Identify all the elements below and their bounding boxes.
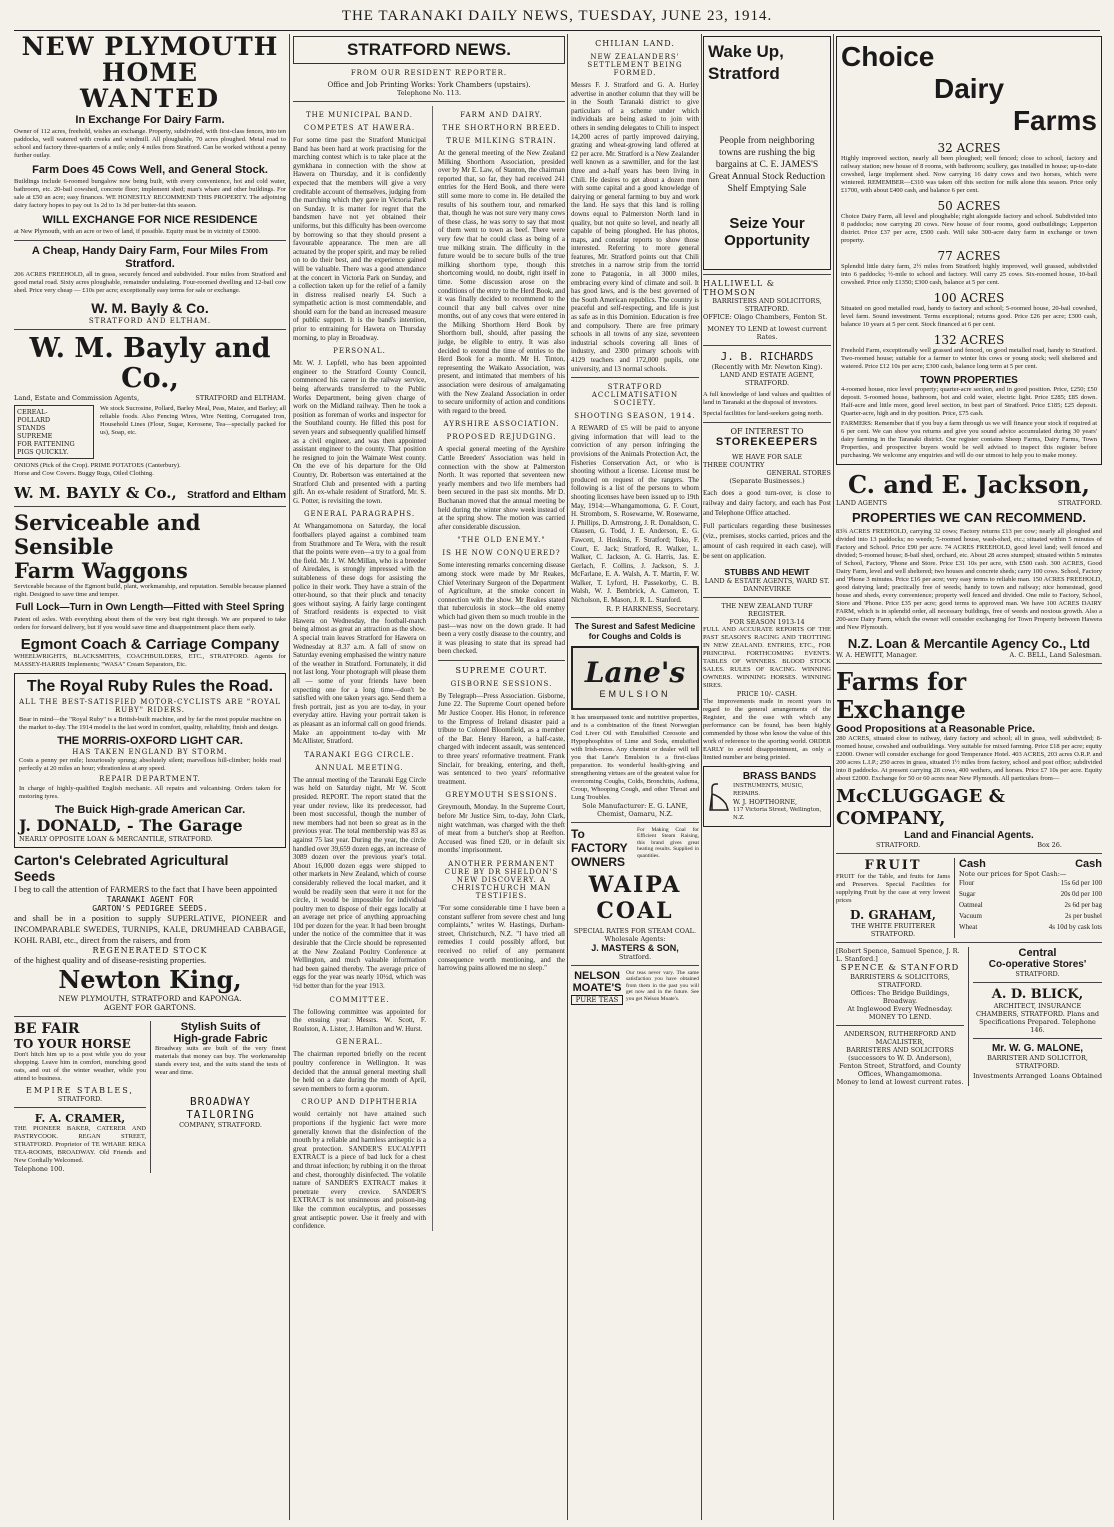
stores-particulars: Full particulars regarding these businesses (viz., premises, stocks carried, prices and the amount of cash required in each case), will be sent on application. [703, 522, 831, 560]
stylish-heading: Stylish Suits of [180, 1021, 261, 1033]
moates-text: MOATE'S [572, 981, 622, 994]
acres-100-body: Situated on good metalled road, handy to factory and school; 5-roomed house, 20-bail cowshed, level farm. Sound investment. Terms exceptional; returns good. Price £26 per acre; £300 cash, balance 10 years at 5 per cent. Stock financed at 6 per cent. [841, 305, 1097, 328]
stubbs-sub: LAND & ESTATE AGENTS, WARD ST. DANNEVIRKE [704, 577, 830, 593]
cereal-line: CEREAL- [17, 408, 48, 416]
dairy-heading: Dairy [933, 73, 1005, 104]
divider [14, 1107, 146, 1108]
chilian-sub: NEW ZEALANDERS' SETTLEMENT BEING FORMED. [587, 53, 683, 77]
separate-businesses: (Separate Businesses.) [729, 477, 805, 485]
farms-exchange-heading: Farms for Exchange [836, 667, 967, 724]
storekeepers-heading: STOREKEEPERS [715, 436, 819, 448]
enemy-body: Some interesting remarks concerning disease among stock were made by Mr Reakes, Chief Veterinary Surgeon of the Department of Agriculture, at the smoke concert in connection with the show. Mr Reakes stated that tuberculosis in stock—the old enemy which had given them so much trouble in the past—was now on the down grade. It had been a very costly disease to the country, and it was pleasing to state that its spread had been checked. [438, 561, 565, 656]
surest-heading: The Surest and Safest Medicine for Coughs and Colds is [574, 621, 696, 641]
stubbs-name: STUBBS AND HEWIT [724, 567, 810, 577]
three-country: THREE COUNTRY [703, 461, 765, 469]
central-heading-2: Co-operative Stores' [988, 959, 1087, 970]
chilian-heading: CHILIAN LAND. [595, 39, 675, 48]
fac-telephone: Telephone 100. [14, 1165, 65, 1173]
egg-heading: TARANAKI EGG CIRCLE. [304, 750, 415, 759]
price-row [959, 889, 1102, 900]
cereal-line: STANDS [17, 424, 46, 432]
turf-heading-2: REGISTER. [748, 610, 786, 618]
nelson-moate-logo [571, 970, 623, 1005]
wmb-land-agents: Land, Estate and Commission Agents, [14, 394, 140, 402]
greymouth-body: Greymouth, Monday. In the Supreme Court, before Mr Justice Sim, to-day, John Clark, night watchman, was charged with the theft of meat from a butcher's shop at Reefton. Accused was fined £20, or in default six months' imprisonment. [438, 803, 565, 855]
acclimatisation-signature: R. P. HARKNESS, Secretary. [606, 604, 699, 613]
news-subcolumn-right [432, 106, 565, 1231]
nzloan-name: N.Z. Loan & Mercantile Agency Co., Ltd [847, 636, 1091, 651]
farm-sub: THE SHORTHORN BREED. [442, 124, 561, 132]
malone-loans: Loans Obtained [1050, 1072, 1102, 1080]
divider [973, 982, 1102, 983]
turf-price: PRICE 10/- CASH. [736, 690, 798, 698]
enemy-sub: IS HE NOW CONQUERED? [442, 549, 561, 558]
divider [836, 942, 1102, 943]
full-lock-body: Patent oil axles. With everything about them of the very best right through. We are prepared to take orders for forward delivery, but if you would save time and disappointment place them early. [14, 616, 286, 631]
jackson-town: STRATFORD. [1057, 499, 1102, 507]
column-4 [703, 34, 831, 1520]
wake-up-ad [703, 36, 831, 270]
ayrshire-sub: PROPOSED REJUDGING. [446, 433, 557, 442]
jackson-name: C. and E. Jackson, [847, 470, 1090, 499]
wmb2-town: Stratford and Eltham [187, 490, 286, 501]
supreme-heading: SUPREME COURT. [455, 665, 548, 675]
broadway-tailoring: TAILORING [186, 1108, 255, 1121]
stylish-heading-2: High-grade Fabric [173, 1033, 268, 1045]
price-value: 20s 0d per 100 [1060, 890, 1102, 898]
blick-name: A. D. BLICK, [991, 987, 1084, 1002]
cereal-line: SUPREME [17, 432, 53, 440]
acres-100: 100 ACRES [933, 291, 1005, 305]
personal-body: Mr. W. J. Lepfell, who has been appointed engineer to the Stratford County Council, commenced his career in the railway service, being afterwards transferred to the Public Works Department, being given charge of work on the Midland railway. Then he took a position as foreman of works and inspector for the Southland county. He filled this post for seven years and subsequently qualified himself as a civil engineer, and was then appointed assistant engineer to the county. That position he resigned to join the Waimate West county. On the eve of his departure for the Old Country, Dr. Robertson was entertained at the Stratford Club and presented with a parting gift. An ex-whale resident of Stratford, Mr. S. G. Potter, is revisiting the town. [293, 359, 426, 505]
spence-ad [836, 947, 968, 1086]
empire-stables-ad [14, 1021, 146, 1173]
exchange-body: 280 ACRES, situated close to railway, dairy factory and school; all in grass, well subdivided; 8-roomed house, cowshed and outbuildings. Very suitable for mixed farming. Price £18 per acre; equity £2000. Owner will consider exchange for good Temperance Hotel. 403 ACRES, 203 acres O.R.P. and 200 acres L.I.P.; 250 acres in grass, situated 1½ miles from factory, school and post office; subdivided into 8 paddocks. At present carrying 28 cows, 400 wethers, and horses. Price £7 10s per acre. Equity about £2000. Exchange for 50 or 60 acres near New Plymouth. All particulars from— [836, 735, 1102, 782]
halliwell-sub: BARRISTERS AND SOLICITORS, STRATFORD. [712, 297, 822, 313]
broadway-company: COMPANY, STRATFORD. [179, 1121, 262, 1129]
choice-dairy-farms-ad [836, 36, 1102, 465]
column-divider [833, 34, 834, 1520]
will-exchange-body: at New Plymouth, with an acre or two of land, if possible. Equity must be in vicinity of £3000. [14, 228, 261, 235]
cereal-box [14, 405, 94, 459]
full-lock: Full Lock—Turn in Own Length—Fitted with Steel Spring [15, 602, 285, 613]
price-item: Flour [959, 879, 975, 887]
acres-132: 132 ACRES [933, 333, 1005, 347]
column-3 [571, 34, 699, 1520]
permanent-cure-body: "For some considerable time I have been a constant sufferer from severe chest and lung complaints," writes W. Hastings, Durham-street, Christchurch, N.Z. "I have tried all remedies I could possibly afford, but received no relief of any permanent consequence worth mentioning, and the harrowing pains allowed me no sleep." [438, 903, 565, 973]
anderson-name: ANDERSON, RUTHERFORD AND MACALISTER, [843, 1030, 957, 1046]
turf-body-2: The improvements made in recent years in regard to the general arrangements of the Register, and the ease with which any performance can be found, has been highly commended by those who know the value of this work of reference to the sporting world. ORDER EARLY to avoid disappointment, as only a limited number are being printed. [703, 698, 831, 761]
farm-sub-2: TRUE MILKING STRAIN. [446, 137, 557, 145]
greymouth-heading: GREYMOUTH SESSIONS. [445, 791, 558, 800]
cows-body: Buildings include 6-roomed bungalow now being built, with every convenience, hot and cold water, bathroom, etc. 20-bail cowshed, concrete floor; implement shed; man's whare and other buildings. For sale at £50 an acre; easy finances. WE HONESTLY RECOMMEND THIS PROPERTY. The adjoining dairy factory hopes to pay out 1s 2d to 1s 3d per butter-fat this season. [14, 178, 286, 209]
cash-prices-ad [954, 858, 1102, 938]
waggons-heading: Serviceable and Sensible [14, 510, 201, 559]
general-heading: GENERAL PARAGRAPHS. [303, 510, 416, 519]
ruby-sub: ALL THE BEST-SATISFIED MOTOR-CYCLISTS ARE "ROYAL RUBY" RIDERS. [19, 698, 281, 714]
waipa-sub: SPECIAL RATES FOR STEAM COAL. [573, 926, 697, 935]
royal-ruby-ad [14, 673, 286, 848]
price-item: Oatmeal [959, 901, 983, 909]
divider [14, 240, 286, 241]
pure-teas-text: PURE TEAS [571, 995, 623, 1005]
anderson-money: Money to lend at lowest current rates. [836, 1078, 964, 1086]
carton-body: I beg to call the attention of FARMERS to the fact that I have been appointed [14, 884, 278, 894]
malone-name: Mr. W. G. MALONE, [991, 1043, 1084, 1054]
mccluggage-box: Box 26. [1037, 841, 1062, 849]
spence-heading: SPENCE & STANFORD [840, 963, 960, 973]
brass-heading: BRASS BANDS [742, 771, 817, 782]
stock-body: We stock Sucrosine, Pollard, Barley Meal, Peas, Maize, and Barley; all reliable foods. Also Fencing Wires, Wire Netting, Corrugated Iron, Household Lines (Flour, Sugar, Kerosene, Tea—specially packed for us), Soap, etc. [100, 405, 286, 436]
mccluggage-name: McCLUGGAGE & COMPANY, [836, 786, 1005, 829]
divider [438, 660, 565, 661]
ruby-body: Bear in mind—the "Royal Ruby" is a British-built machine, and by far the most popular machine on the market to-day. The 1914 model is the last word in comfort, quality, reliability, finish and design. [19, 716, 281, 731]
richards-body-2: Special facilities for land-seekers going north. [703, 410, 823, 417]
wake-heading: Wake Up, [708, 42, 784, 61]
carton-heading: Carton's Celebrated Agricultural [14, 852, 229, 868]
resident-reporter: FROM OUR RESIDENT REPORTER. [350, 69, 508, 77]
news-subcolumn-left [293, 106, 426, 1231]
np-subtitle: In Exchange For Dairy Farm. [75, 114, 225, 126]
anderson-sub: BARRISTERS AND SOLICITORS (successors to W. D. Anderson), [846, 1046, 954, 1062]
divider [703, 274, 831, 275]
spence-office: Offices: The Bridge Buildings, Broadway. [850, 989, 950, 1005]
good-propositions: Good Propositions at a Reasonable Price. [836, 724, 1035, 735]
price-row [959, 878, 1102, 889]
wake-heading-2: Stratford [708, 64, 780, 83]
cereal-line: FOR FATTENING [17, 440, 75, 448]
price-list [959, 878, 1102, 933]
fruit-heading: FRUIT [864, 858, 922, 873]
turf-season: FOR SEASON 1913-14 [729, 618, 805, 626]
richards-sub: (Recently with Mr. Newton King). LAND AND ESTATE AGENT, STRATFORD. [711, 363, 823, 387]
fruit-ad [836, 858, 954, 938]
malone-sub: BARRISTER AND SOLICITOR, STRATFORD. [987, 1054, 1088, 1070]
halliwell-office: OFFICE: Olago Chambers, Fenton St. [703, 313, 828, 321]
divider [571, 822, 699, 823]
band-heading: THE MUNICIPAL BAND. [305, 111, 414, 119]
emulsion-logo-text: EMULSION [599, 689, 671, 700]
interest-line: OF INTEREST TO [730, 427, 804, 436]
column-divider [289, 34, 290, 1520]
price-item: Vacuum [959, 912, 982, 920]
divider [571, 377, 699, 378]
acres-77: 77 ACRES [937, 249, 1001, 263]
divider [836, 853, 1102, 854]
wmb-name: W. M. Bayly & Co. [91, 300, 209, 316]
newton-towns: NEW PLYMOUTH, STRATFORD and KAPONGA. [58, 994, 242, 1003]
ruby-heading: The Royal Ruby Rules the Road. [26, 678, 274, 695]
general-stores: GENERAL STORES [766, 469, 831, 477]
croup-heading: CROUP AND DIPHTHERIA [301, 1098, 418, 1107]
waipa-masters: J. MASTERS & SON, [591, 942, 679, 953]
waipa-agent: Wholesale Agents: [604, 934, 666, 943]
waggons-body: Serviceable because of the Egmont build, plant, workmanship, and reputation. Sensible because planned right. Designed to save time and temper. [14, 583, 286, 598]
wmb-big-name: W. M. Bayly and Co., [29, 333, 271, 394]
central-heading: Central [1018, 947, 1057, 959]
egmont-name: Egmont Coach & Carriage Company [20, 636, 280, 653]
waipa-town: Stratford. [618, 952, 652, 961]
spence-names: [Robert Spence, Samuel Spence, J. R. L. Stanford.] [836, 947, 960, 963]
nelson-body: Our teas never vary. The same satisfaction you have obtained from them in the past you will get now and in the future. See you get Nelson Moate's. [626, 969, 699, 1002]
lanes-body: It has unsurpassed tonic and nutritive properties, and is a combination of the finest Norwegian Cod Liver Oil with Emulsified Creosote and Hypophosphites of Lime and Soda, emulsified with Irish-moss. Any chemist or dealer will tell you that Lane's Emulsion is a first-class preparation. Its wonderful health-giving and strengthening virtues are of the greatest value for overcoming Coughs, Colds, Bronchitis, Asthma, Croup, Whooping Cough, and other Throat and Lung Troubles. [571, 713, 699, 801]
acres-77-body: Splendid little dairy farm, 2½ miles from Stratford; highly improved, well grassed, subdivided into 6 paddocks; ½-mile to school and factory. Will carry 25 cows. Six-roomed house, 10-bail cowshed. Price only £1350; £300 cash, balance at 5 per cent. [841, 263, 1097, 286]
croup-body: would certainly not have attained such proportions if the hygienic fact were more generally known that the disinfection of the mouth by a reliable and harmless antiseptic is a great protection. SANDER'S EUCALYPTI EXTRACT is a piece of bad luck for a chest and throat infection; by rubbing it on the throat and chest, thoroughly disinfected. The volatile nature of SANDER'S EXTRACT makes it penetrate every crevice. SANDER'S EXTRACT is not unsinneous and poison-ing like the common eucalyptus, and possesses great antiseptic power. Use it freely and with confidence. [293, 1110, 426, 1231]
regen-stock: REGENERATED STOCK [92, 946, 208, 955]
committee-body: The following committee was appointed for the ensuing year: Messrs. W. Scott, F. Roulston, A. Lister, J. Hamilton and W. Hurst. [293, 1007, 426, 1033]
wmb-towns: STRATFORD and ELTHAM. [195, 394, 286, 402]
permanent-cure-heading: ANOTHER PERMANENT CURE BY DR SHELDON'S NEW DISCOVERY. A CHRISTCHURCH MAN TESTIFIES. [444, 859, 559, 900]
price-value: 15s 6d per 100 [1060, 879, 1102, 887]
masthead-rule [14, 30, 1100, 31]
farms-heading: Farms [1012, 105, 1097, 136]
egmont-body: WHEELWRIGHTS, BLACKSMITHS, COACHBUILDERS, ETC., STRATFORD. Agents for MASSEY-HARRIS Implements; "WASA" Cream Separators, Etc. [14, 653, 286, 668]
wmb2-name: W. M. BAYLY & Co., [14, 484, 177, 502]
onions: ONIONS (Pick of the Crop). PRIME POTATOES (Canterbury). [14, 462, 181, 469]
acres-50-body: Choice Dairy Farm, all level and ploughable; right alongside factory and school. Subdivided into 8 paddocks; now carrying 20 cows. New house of four rooms, good outbuildings; Lepperton district. Price £37 per acre, £500 cash. Will take 300-acre dairy farm in exchange or town property. [841, 213, 1097, 244]
band-body: For some time past the Stratford Municipal Band has been hard at work practising for the marching contest which is to take place at the gymkhana in connection with the show at Hawera on Thursday, and it is confidently expected that the members will give a very creditable account of themselves, judging from the marching which they gave in Victoria Park on Sunday. It is matter for regret that the bandsmen have not yet obtained their uniforms, but this difficulty has been overcome by borrowing so that they should present a favourable appearance. The men are all actuated by the proper spirit, and may be relied on to do their best, and the experience gained will be valuable. There was a good attendance at the concert in Victoria Park on Sunday, and a collection taken up for the relief of a family in distress realised nearly £4. Such a sympathetic action is most commendable, and should earn for the band an increased measure of public support. It is the band's intention, prior to entraining for Hawera on Thursday morning, to play in Broadway. [293, 136, 426, 342]
column-divider [567, 34, 568, 1520]
column-2-news [293, 34, 565, 1520]
regen-quality: of the highest quality and of disease-resisting properties. [14, 955, 207, 965]
divider [14, 506, 286, 507]
cereal-line: POLLARD [17, 416, 51, 424]
cereal-line: PIGS QUICKLY. [17, 448, 69, 456]
agent-line-2: GARTON'S PEDIGREE SEEDS. [92, 904, 208, 913]
farmers-body: FARMERS: Remember that if you buy a farm through us we will finance your stock if required at 6 per cent. We can show you returns and give you sound advice accumulated during 30 years' dairy farming in the Taranaki district. Our register contains Sheep Farms, Dairy Farms, Town Properties, and prospective buyers would be well advised to inspect this register before purchasing. We welcome any enquiries and will do our utmost to help you to make money. [841, 420, 1097, 459]
cheap-farm-heading: A Cheap, Handy Dairy Farm, Four Miles From Stratford. [31, 245, 269, 270]
column-divider [701, 34, 702, 1520]
fruit-body: FRUIT for the Table, and fruits for Jams and Preserves. Special Facilities for supplying Fruit by the case at very lowest prices [836, 873, 950, 904]
halliwell-money: MONEY TO LEND at lowest current Rates. [707, 325, 827, 341]
column-5-land-ads [836, 34, 1102, 1520]
committee-heading: COMMITTEE. [329, 995, 390, 1004]
malone-investments: Investments Arranged [973, 1072, 1047, 1080]
np-title: NEW PLYMOUTH HOME [21, 34, 279, 87]
newton-agent: AGENT FOR GARTONS. [103, 1003, 197, 1012]
chilian-body: Messrs F. J. Stratford and G. A. Hurley advertise in another column that they will be in the South Taranaki district to give particulars of a scheme under which individuals are being asked to join with others in sending delegates to Chili to inspect 14,200 acres of partly improved dairying, grazing and wheat-growing land offered at £2 per acre. Mr. Stratford is a New Zealander well known as a sawmiller, and for the last three and a-half years has been living in Chili. He desires to get about a dozen men with some capital and a good knowledge of dairying or general farming to buy and work the land. He says that this land is rolling downs equal to Palmerston North land in quality, but not quite so level, and nearly all capable of being ploughed. He has photos, maps, and consular reports to show those interested. Referring to more general features, Mr. Stratford points out that Chili stretches in a narrow strip from the torrid zone to Patagonia, in all 3000 miles, embracing every kind of climate and soil. It has good laws, and is the best governed of the South American republics. The country is peaceful and self-respecting, and life is just as safe as in this Dominion. Education is free and compulsory. There are free primary schools in all towns of any size, seventeen industrial schools covering all lines of industry, and 2300 primary schools with 4129 teachers and 172,000 pupils, one university, and 13 normal schools. [571, 81, 699, 373]
price-value: 4s 10d by cask lots [1048, 923, 1102, 931]
ayrshire-heading: AYRSHIRE ASSOCIATION. [443, 420, 560, 429]
brass-name: W. J. HOPTHORNE, [733, 798, 798, 806]
agent-line: TARANAKI AGENT FOR [106, 895, 194, 904]
egg-sub: ANNUAL MEETING. [315, 763, 404, 772]
price-item: Sugar [959, 890, 976, 898]
graham-name: D. GRAHAM, [850, 908, 936, 922]
carton-heading-2: Seeds [14, 868, 56, 884]
horse-covers: Horse and Cow Covers. Buggy Rugs, Oiled Clothing. [14, 470, 154, 477]
egg-body: The annual meeting of the Taranaki Egg Circle was held on Saturday night, Mr W. Scott presided. REPORT. The report stated that the year under review, like its predecessor, had been most successful, though the number of new members had not been so great as in the previous year. The total membership was 83 as against 75 last year. During the year, the circle handled over 39,659 dozen eggs, an increase of 3089 dozen over the previous year's total. About 16,000 dozen eggs were shipped to other markets in New Zealand, which of course considerably relieved the local market, and it would be readily seen that were it not for the circle, it would be impossible for individual poultry men to dispose of their eggs locally at an average net price of anything approaching 10d per dozen for the year. It had been brought under the notice of the committee that it was desirable that the Circle should be represented at the New Zealand Poultry Conference at Wellington, and much valuable information had been gained thereby. The average price of eggs for the year was nearly 10½d, which was ½d better than for the year 1913. [293, 775, 426, 991]
acres-132-body: Freehold Farm, exceptionally well grassed and fenced, on good metalled road, handy to Stratford. Two-roomed house; suitable for a farmer to winter his cows or young stock; well sheltered and watered. Price £12 10s per acre; £300 cash, balance long term at 5 per cent. [841, 347, 1097, 370]
morris-heading: THE MORRIS-OXFORD LIGHT CAR. [57, 735, 243, 747]
blick-body: ARCHITECT, INSURANCE CHAMBERS, STRATFORD. Plans and Specifications Prepared. Telephone 146. [975, 1002, 1100, 1034]
broadway-name: BROADWAY [190, 1095, 251, 1108]
divider [571, 617, 699, 618]
supreme-sub: GISBORNE SESSIONS. [450, 679, 553, 688]
masthead: THE TARANAKI DAILY NEWS, TUESDAY, JUNE 23, 1914. [341, 8, 773, 24]
anderson-office: Fenton Street, Stratford, and County Offices, Whangamomona. [839, 1062, 961, 1078]
personal-heading: PERSONAL. [333, 347, 386, 356]
cheap-farm-body: 206 ACRES FREEHOLD, all in grass, securely fenced and subdivided. Four miles from Stratford and good metal road. Sixty acres ploughable, remainder undulating. Four-roomed dwelling and 12-bail cow shed. Price very cheap — £10s per acre; exceptionally easy terms for sale or exchange. [14, 271, 286, 294]
price-row [959, 900, 1102, 911]
fac-name: F. A. CRAMER, [34, 1112, 126, 1125]
choice-heading: Choice [841, 41, 935, 72]
we-have: WE HAVE FOR SALE [731, 453, 803, 461]
acclimatisation-body: A REWARD of £5 will be paid to anyone giving information that will lead to the conviction of any person infringing the provisions of the Animals Protection Act, the Fisheries Conservation Act, or who is shooting without a license. License must be produced on request of the rangers. The following is a list of the persons to whom shooting licenses have been issued up to 19th May, 1914:—Whangamomona, G. F. Court, H. Strombom, S. Rosewarne, W. Rosewarne, J. Phillips, D. Armstrong, J. R. Donaldson, C. Olausen, G. Todd, J. E. Anderson, E. G. Fawcett, J. Hoskins, F. Stratford; Toko, F. Court, E. Jack; Stratford, R. Walker, L. Walker, C. Jackson, A. G. Harris, Jas. E. Gerlach, F. Collins, J. Jackson, S. J. McFarlane, E. A. Walsh, A. T. Martin, F. W. Walker, T. Lyford, H. Passekorby, C. B. Walsh, W. J. Bembrick, A. Cameron, T. Nicholson, E. Mason, J. R. L. Stanford. [571, 424, 699, 605]
acres-32-body: Highly improved section, nearly all been ploughed; well fenced; close to school, factory and railway station; new house of 8 rooms, with bathroom; scullery, gas installed in house; up-to-date cowshed, large implement shed. Now carrying 16 dairy cows and two horses, which were wintered. REMEMBER—£310 was taken off this section for milk alone this season. Price only £1700, with about £400 cash, and balance 6 per cent. [841, 155, 1097, 194]
acclimatisation-sub: SHOOTING SEASON, 1914. [574, 412, 696, 421]
price-item: Wheat [959, 923, 978, 931]
stylish-body: Broadway suits are built of the very finest materials that money can buy. The workmanship stands every test, and the suits stand the tests of wear and time. [155, 1045, 286, 1076]
lanes-agents: Sole Manufacturer: E. G. LANE, Chemist, Oamaru, N.Z. [582, 801, 688, 818]
turf-body: FULL AND ACCURATE REPORTS OF THE PAST SEASON'S RACING AND TROTTING IN NEW ZEALAND. ENTRIES, ETC., FOR PRINCIPAL FORTHCOMING EVENTS. TABLES OF WINNERS. BLOOD STOCK SALES. RULES OF RACING. WINNING OWNERS. WINNING HORSES. WINNING SIRES. [703, 626, 831, 689]
richards-body: A full knowledge of land values and qualities of land in Taranaki at the disposal of investors. [703, 391, 831, 406]
nelson-text: NELSON [574, 969, 620, 982]
waipa-coal: WAIPA COAL [588, 871, 682, 924]
factory-heading-2: OWNERS [571, 854, 625, 869]
brass-bands-ad [703, 766, 831, 827]
will-exchange-heading: WILL EXCHANGE FOR NICE RESIDENCE [42, 214, 258, 226]
brass-body: INSTRUMENTS, MUSIC, REPAIRS. [733, 783, 804, 797]
cows-heading: Farm Does 45 Cows Well, and General Stock. [32, 164, 268, 176]
farm-heading: FARM AND DAIRY. [460, 111, 543, 119]
brass-address: 117 Victoria Street, Wellington, N.Z. [733, 807, 822, 821]
seize-heading-2: Opportunity [724, 232, 810, 249]
stores-body: Each does a good turn-over, is close to railway and dairy factory, and each has Post and Telephone Office attached. [703, 489, 831, 517]
buick-heading: The Buick High-grade American Car. [54, 804, 246, 816]
befair-heading-2: TO YOUR HORSE [14, 1037, 131, 1051]
farm-body: At the general meeting of the New Zealand Milking Shorthorn Association, presided over by Mr E. Law, of Stanton, the chairman reported that, so far, they had received 241 entries for the Herd Book, and there were still some more to come in. He detailed the results of his southern tour, and remarked that, though he was not sure very many cows of these class, he was sorry to say that most of them went to town as beef. There were very few that he could class as being of a true milking strain. The difficulty in the future would be to secure bulls of the true milking shorthorn type, though this shortcoming would, no doubt, right itself in time. Some discussion arose on the conditions of the entry to the Herd Book, and it was finally decided to recommend to the council that any bull calves over nine months, out of any cows that were entered in the Milking Shorthorn Herd Book by Shorthorn bull, should, after passing the judge, be eligible to entry. It was also decided to extend the time of entries to the Herd Book for a month. Mr H. Tinton, representing the Waikato Association, was present, and intimated that members of his association were desirous of amalgamating with the New Zealand Association in order to secure uniformity of action and conditions with regard to the breed. [438, 149, 565, 415]
band-sub: COMPETES AT HAWERA. [303, 124, 416, 132]
general2-body: The chairman reported briefly on the recent poultry conference in Wellington. It was decided that the annual general meeting shall be held on a date during the month of April, seven members to form a quorum. [293, 1050, 426, 1093]
divider [293, 101, 565, 102]
divider [836, 1025, 964, 1026]
cash-note: Note our prices for Spot Cash:— [959, 870, 1067, 878]
richards-name: J. B. RICHARDS [720, 350, 814, 363]
divider [703, 345, 831, 346]
right-small-ads [968, 947, 1102, 1086]
graham-sub: THE WHITE FRUITERER STRATFORD. [851, 922, 935, 938]
cash-left: Cash [959, 858, 986, 870]
column-1-ads [14, 34, 286, 1520]
lanes-logo-text: Lane's [584, 656, 686, 690]
wmb-location: STRATFORD AND ELTHAM. [88, 317, 212, 325]
divider [14, 329, 286, 330]
price-value: 2s 6d per bag [1064, 901, 1102, 909]
central-town: STRATFORD. [1015, 970, 1060, 978]
newton-king: Newton King, [58, 965, 242, 994]
price-row [959, 922, 1102, 933]
acres-50: 50 ACRES [937, 199, 1001, 213]
properties-recommend: PROPERTIES WE CAN RECOMMEND. [851, 510, 1086, 525]
factory-heading: To FACTORY [571, 826, 628, 855]
stratford-news-title: STRATFORD NEWS. [293, 36, 565, 64]
properties-body: 83¾ ACRES FREEHOLD, carrying 32 cows; Factory returns £13 per cow; nearly all ploughed and divided into 13 paddocks; no weeds; 5-roomed house, wash-shed, etc.; situated within 5 minutes of Factory and School. Price £90 per acre. 74 ACRES FREEHOLD, good level land; well fenced and divided; 5-roomed house; 8-bail shed, orchard, etc. About 28 acres stumped; situated within 5 minutes of School, Factory, 'Phone and Store. Price £31 10s per acre, with £500 cash. 300 ACRES, Good Dairy Farm, level and well sheltered; two houses and concrete sheds; carry 100 cows. School, Factory and 'Phone 3 minutes. Price £16 per acre; very easy terms to reliable man. 150 ACRES FREEHOLD, good dairying land; practically free of weeds; handy to town and railway; nice homestead, good house and sheds, every convenience; property well fenced and divided. One mile to Factory, School, Store and 'Phone. Price £35 per acre; good terms to approved man. We have 100 ACRES DAIRY FARM, which is in splendid order, all necessary buildings, free of weeds and noxious growth. Also a 200-acre Dairy Farm, which the owner will consider exchanging for Town Property between Hawera and New Plymouth. [836, 528, 1102, 631]
empire-town: STRATFORD. [57, 1095, 103, 1103]
general-body: At Whangamomona on Saturday, the local footballers played against a combined team from Strathmore and Te Wera, with the result that the points were even—a try to a goal from the field. Mr. J. W. McMillan, who is a breeder of Airedales, is strongly impressed with the suitableness of these dogs for assisting the police in their work. They have a strain of the otter-hound, so that their pluck and tenacity goes without saying. A fairly large contingent of Stratford residents is expected to visit Hawera on Wednesday, the football-match being almost as great an attraction as the show. A special train leaves Stratford for Hawera on Wednesday at 8.37 a.m. A fall of snow on Saturday evening emphasised the wintry nature of the weather in Stratford. Fortunately, it did not last long. Your photograph will please them all — some of your friends have been expecting one for a long time—don't be satisfied with one taken years ago. Send them a fresh portrait, just as you are to-day, in your everyday attire. Having your portrait taken is as pleasant as an informal call on good friends. Make an appointment to-day with Mr McAllister, Stratford. [293, 522, 426, 746]
mccluggage-town: STRATFORD. [876, 841, 921, 849]
lanes-emulsion-logo [571, 646, 699, 710]
divider [836, 663, 1102, 664]
price-value: 2s per bushel [1065, 912, 1102, 920]
telephone-line: Telephone No. 113. [396, 89, 462, 97]
spence-sub: BARRISTERS & SOLICITORS, STRATFORD. [850, 973, 950, 989]
divider [14, 1016, 286, 1017]
town-properties-body: 4-roomed house, nice level property; quarter-acre section, and in good position. Price, £250; £50 deposit. 5-roomed house, bathroom, hot and cold water, electric light. Price £285; £85 down. Half-acre and little more, good level section, in best part of Stratford. Price £185; £25 deposit. Quarter-acre, high and in dry position. Price, £75 cash. [841, 386, 1097, 417]
spence-body: At Inglewood Every Wednesday. MONEY TO LEND. [847, 1005, 953, 1021]
halliwell-name: HALLIWELL & THOMSON [703, 279, 775, 297]
divider [703, 422, 831, 423]
carton-supply: and shall be in a position to supply SUPERLATIVE, PIONEER and INCOMPARABLE SWEDES, TURNIPS, KALE, DRUMHEAD CABBAGE, KOHL RABI, etc., direct from the raisers, and from [14, 913, 286, 945]
general2-heading: GENERAL. [335, 1038, 384, 1047]
town-properties-heading: TOWN PROPERTIES [920, 375, 1018, 386]
fac-body: THE PIONEER BAKER, CATERER AND PASTRYCOOK. REGAN STREET, STRATFORD. Proprietor of TE WHARE REKA TEA-ROOMS, BROADWAY. Old Friends and New Cordially Welcomed. [14, 1125, 146, 1164]
waggons-heading-2: Farm Waggons [14, 558, 188, 583]
jackson-land-agents: LAND AGENTS [836, 499, 888, 507]
seize-heading: Seize Your [729, 215, 805, 232]
befair-body: Don't hitch him up to a post while you do your shopping. Leave him in comfort, munching good oats, and out of the winter weather, while you attend to business. [14, 1051, 146, 1082]
divider [973, 1038, 1102, 1039]
office-line: Office and Job Printing Works: York Chambers (upstairs). [327, 81, 531, 89]
befair-heading: BE FAIR [14, 1021, 80, 1037]
price-row [959, 911, 1102, 922]
enemy-heading: "THE OLD ENEMY." [457, 536, 546, 545]
ayrshire-body: A special general meeting of the Ayrshire Cattle Breeders' Association was held in connection with the show at Palmerston North. It was reported that seventeen new yearly members and two life members had been secured in the past six months. Mr D. Buchanan moved that the annual meeting be held during the winter show week instead of at the spring show. The motion was carried after considerable discussion. [438, 445, 565, 531]
trumpet-icon [708, 782, 730, 812]
np-body: Owner of 112 acres, freehold, wishes an exchange. Property, subdivided, with first-class fences, into ten paddocks, well watered with creeks and windmill. All ploughable, 70 acres ploughed. Metal road to school and factory three-quarters of a mile; only 4 miles from Stratford. Can be worked without a penny further outlay. [14, 128, 286, 159]
morris-sub: HAS TAKEN ENGLAND BY STORM. [72, 748, 228, 756]
cash-right: Cash [1075, 858, 1102, 870]
divider [703, 597, 831, 598]
divider [571, 965, 699, 966]
repair-body: In charge of highly-qualified English mechanic. All repairs and vulcanising. Orders taken for motoring tyres. [19, 785, 281, 800]
nzloan-salesman: A. C. BELL, Land Salesman. [1009, 651, 1102, 659]
np-title-2: WANTED [79, 84, 221, 113]
nzloan-manager: W. A. HEWITT, Manager. [836, 651, 918, 659]
empire-name: EMPIRE STABLES, [26, 1086, 134, 1095]
wake-body: People from neighboring towns are rushing the big bargains at C. E. JAMES'S Great Annual Stock Reduction Shelf Emptying Sale [708, 136, 826, 194]
mccluggage-sub: Land and Financial Agents. [904, 830, 1034, 841]
acres-32: 32 ACRES [937, 141, 1001, 155]
factory-body: For Making Coal for Efficient Steam Raising, this brand gives great heating results. Supplied in quantities. [637, 826, 699, 859]
repair-heading: REPAIR DEPARTMENT. [99, 775, 201, 783]
donald-sub: NEARLY OPPOSITE LOAN & MERCANTILE, STRATFORD. [19, 835, 213, 843]
supreme-body: By Telegraph—Press Association. Gisborne, June 22. The Supreme Court opened before Mr Justice Cooper. His Honor, in reference to the Empress of Ireland disaster paid a tribute to Colonel Bloomfield, as a member of the Bar. Henry Hareon, a half-caste, charged with indecent assault, was sentenced to three years' reformative treatment. Frank Sinclair, for breaking, entering, and theft, was sentenced to two years' reformative treatment. [438, 691, 565, 786]
donald-name: J. DONALD, - The Garage [19, 816, 243, 835]
turf-heading: THE NEW ZEALAND TURF [721, 602, 813, 610]
broadway-ad [150, 1021, 286, 1173]
morris-body: Costs a penny per mile; luxuriously sprung; absolutely silent; marvellous hill-climber; holds road perfectly at 20 miles an hour; vibrationless at any speed. [19, 757, 281, 772]
acclimatisation-heading: STRATFORD ACCLIMATISATION SOCIETY. [591, 383, 679, 408]
